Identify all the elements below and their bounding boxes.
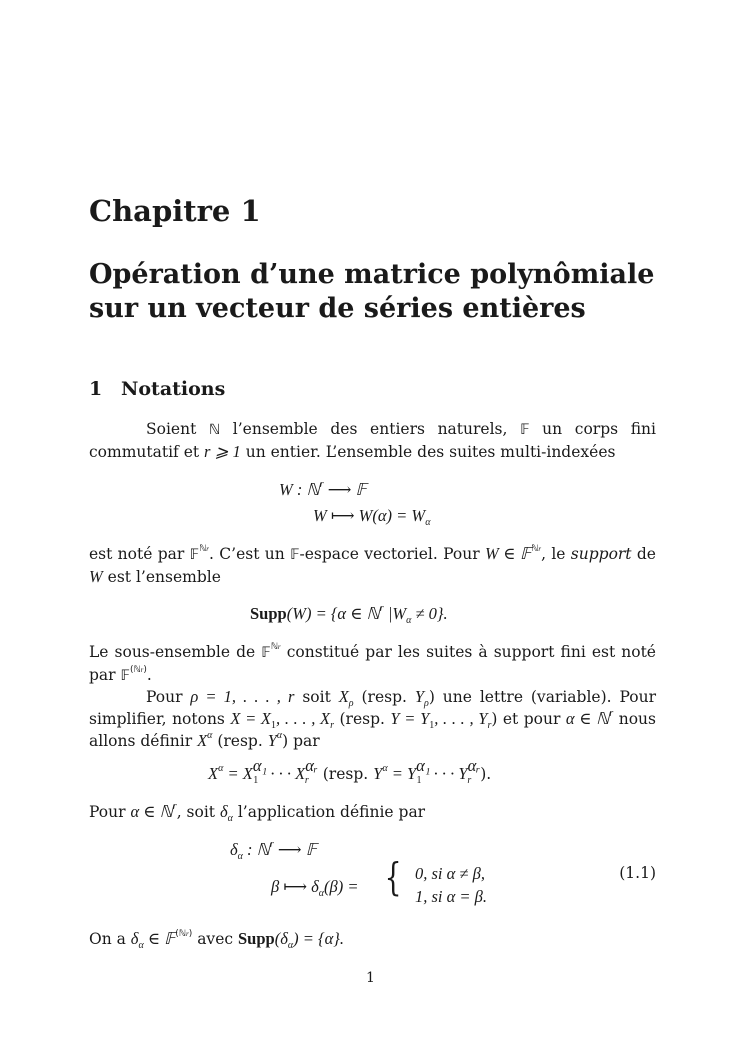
paragraph-5: Pour α ∈ ℕ$^r$, soit $\delta_\alpha$ l’application définie par	[89, 801, 426, 824]
paragraph-2: est noté par 𝔽$^{ℕr}$. C’est un 𝔽-espace vectoriel. Pour W ∈ 𝔽$^{ℕr}$, le support de W est l’ensemble	[89, 544, 656, 586]
equation-number: (1.1)	[619, 864, 656, 882]
section-number: 1	[89, 378, 103, 400]
page-body	[89, 0, 656, 1053]
page-number: 1	[366, 970, 375, 986]
equation-monomial: $X^\alpha = X^{\alpha_1}_1$ · · · $X^{\alpha ᵣ}_r$ (resp. $Y^\alpha = Y^{\alpha_1}_1$ · · · $Y^{\alpha ᵣ}_r$ ).	[208, 756, 492, 786]
paragraph-1: Soient ℕ l’ensemble des entiers naturels, 𝔽 un corps fini commutatif et r ⩾ 1 un entier. L’ensemble des suites multi-indexées	[89, 420, 656, 461]
chapter-label: Chapitre 1	[89, 194, 261, 228]
paragraph-6: On a $\delta_\alpha$ ∈ 𝔽$^{(ℕr)}$ avec $Supp(\delta_\alpha) = \{\alpha\}$.	[89, 929, 344, 951]
equation-delta-line2: β ⟼ $\delta_\alpha(\beta)$ =	[271, 877, 359, 899]
section-title: Notations	[121, 378, 226, 400]
paragraph-3: Le sous-ensemble de 𝔽$^{ℕr}$ constitué par les suites à support fini est noté par 𝔽$^{(ℕr)}$.	[89, 642, 656, 684]
paragraph-4: Pour ρ = 1, . . . , r soit $X_\rho$ (resp. $Y_\rho$) une lettre (variable). Pour simplifier, notons $X = X_1$, . . . , $X_r$ (resp. $Y = Y_1$, . . . , $Y_r$) et pour α ∈ ℕ$^r$ nous allons définir $X^\alpha$ (resp. $Y^\alpha$) par	[89, 687, 656, 750]
chapter-title: Opération d’une matrice polynômiale sur un vecteur de séries entières	[89, 259, 655, 324]
equation-case-2: 1, si α = β.	[415, 887, 488, 906]
cases-brace: {	[384, 855, 402, 899]
equation-case-1: 0, si α ≠ β,	[415, 864, 485, 883]
equation-delta-line1: $\delta_\alpha$ : ℕ$^r$ ⟶ 𝔽	[230, 839, 317, 862]
equation-support: Supp(W) = {α ∈ ℕ$^r$ $|W_\alpha \ne 0$}.	[250, 603, 448, 626]
equation-map-line2: W ⟼ $W(\alpha) = W_\alpha$	[313, 506, 431, 528]
section-heading	[89, 378, 225, 400]
equation-map-line1: W : ℕ$^r$ ⟶ 𝔽	[279, 479, 367, 499]
